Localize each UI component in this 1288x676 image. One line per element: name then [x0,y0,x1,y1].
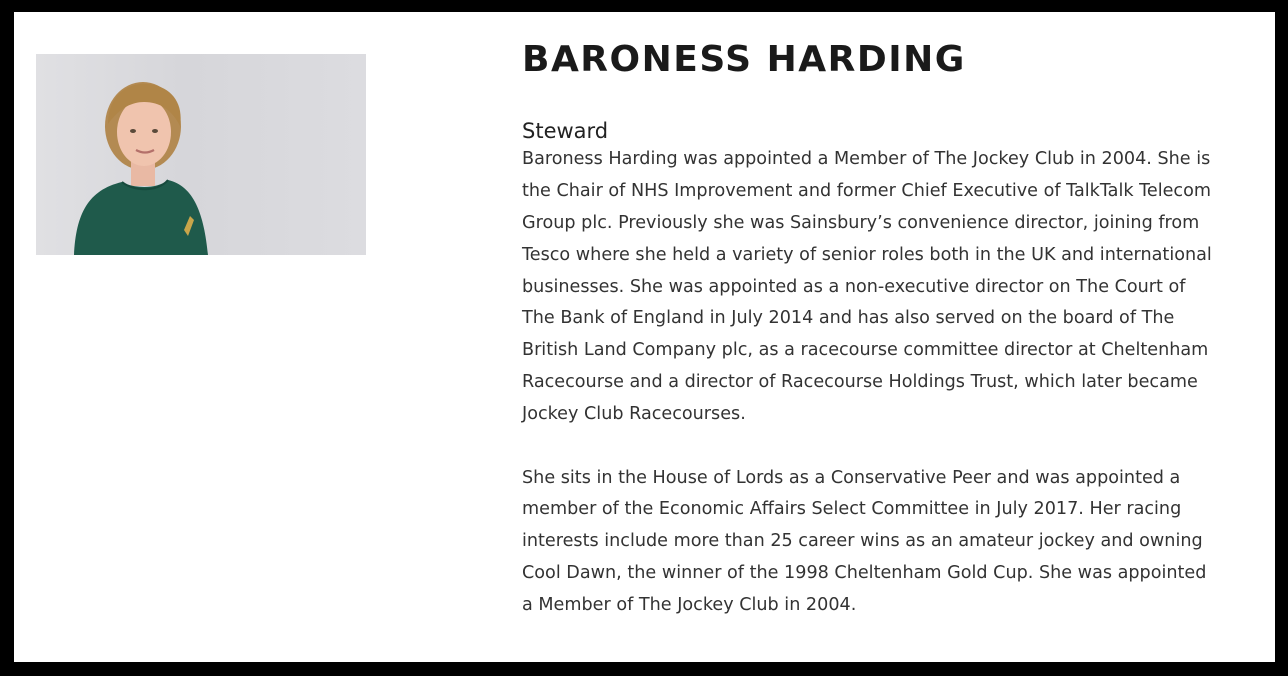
profile-role: Steward [522,119,609,144]
profile-card [14,12,1275,662]
portrait-illustration [36,54,366,255]
portrait-photo [36,54,366,255]
profile-content [522,38,1222,622]
profile-bio [522,144,1222,621]
bio-paragraph: She sits in the House of Lords as a Conservative Peer and was appointed a member of the Economic Affairs Select Committee in July 2017. Her racing interests include more than 25 career wins as an amateur jockey and owning Cool Dawn, the winner of the 1998 Cheltenham Gold Cup. She was appointed a Member of The Jockey Club in 2004. [522,467,1207,615]
profile-name: BARONESS HARDING [522,39,966,80]
bio-paragraph: Baroness Harding was appointed a Member of The Jockey Club in 2004. She is the Chair of NHS Improvement and former Chief Executive of TalkTalk Telecom Group plc. Previously she was Sainsbury’s convenience director, joining from Tesco where she held a variety of senior roles both in the UK and international businesses. She was appointed as a non-executive director on The Court of The Bank of England in July 2014 and has also served on the board of The British Land Company plc, as a racecourse committee director at Cheltenham Racecourse and a director of Racecourse Holdings Trust, which later became Jockey Club Racecourses. [522,149,1212,424]
